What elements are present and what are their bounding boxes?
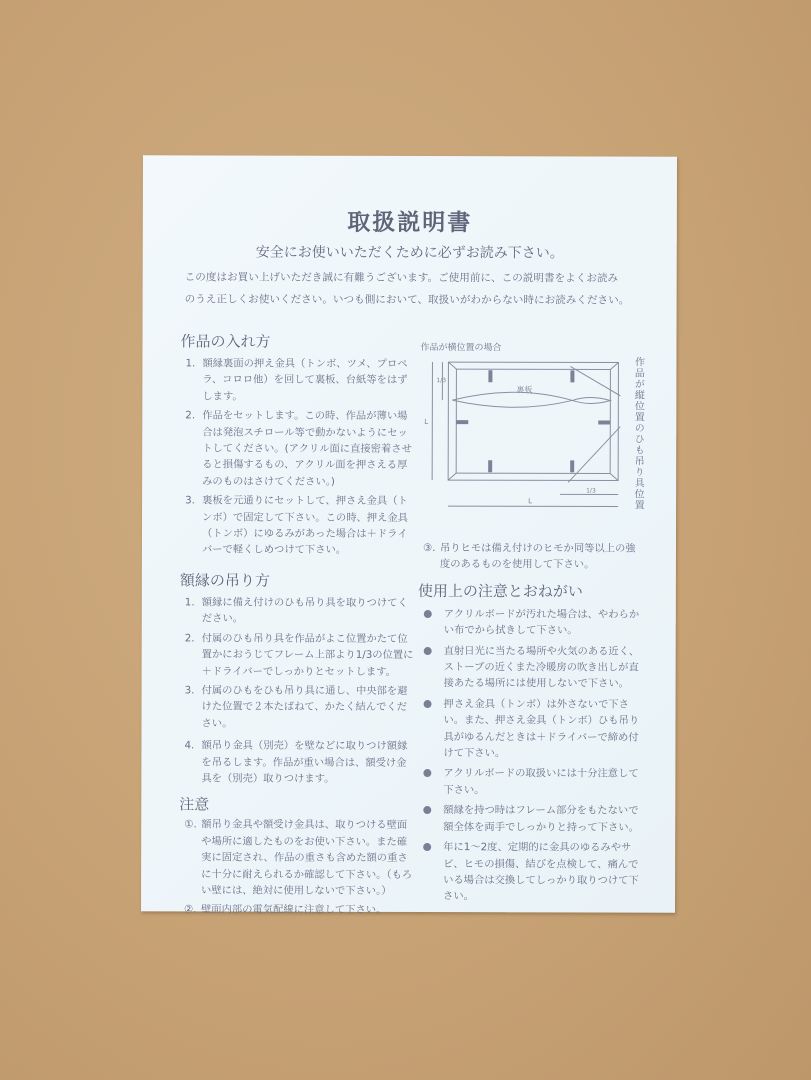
list-item: 2. 作品をセットします。この時、作品が薄い場合は発泡スチロール等で動かないようにセットしてください。(アクリル面に直接密着させると損傷するもの、アクリル面を押さえる厚みのものはさけてください。) xyxy=(185,409,412,488)
list-item: 3. 裏板を元通りにセットして、押さえ金具（トンボ）で固定して下さい。この時、押え金具（トンボ）にゆるみがあった場合は＋ドライバーで軽くしめつけて下さい。 xyxy=(185,494,408,557)
tonbo-clip xyxy=(456,420,468,424)
bullet-icon xyxy=(423,770,431,778)
bullet-item: アクリルボードの取扱いには十分注意して下さい。 xyxy=(417,765,643,798)
section-heading-usage: 使用上の注意とおねがい xyxy=(417,581,583,601)
bullet-item: 額縁を持つ時はフレーム部分をもたないで額全体を両手でしっかりと持って下さい。 xyxy=(417,802,643,835)
list-item: ①. 額吊り金具や額受け金具は、取りつける壁面や場所に適したものをお使い下さい。また確実に固定され、作品の重さも含めた額の重さに十分に耐えられるか確認して下さい。（もろい壁には、絶対に使用しないで下さい。） xyxy=(184,818,413,897)
bullet-item: 直射日光に当たる場所や火気のある近く、ストーブの近くまた冷暖房の吹き出しが直接あたる場所には使用しないで下さい。 xyxy=(418,643,644,693)
section-heading-caution: 注意 xyxy=(179,795,210,814)
section-heading-insert: 作品の入れ方 xyxy=(180,332,271,351)
vertical-note: 作品が縦位置のひも吊り具位置 xyxy=(632,356,644,511)
bullet-icon xyxy=(424,610,432,618)
list-item: ③. 吊りヒモは備え付けのヒモか同等以上の強度のあるものを使用して下さい。 xyxy=(422,542,636,571)
bullet-icon xyxy=(423,806,431,814)
frame-diagram xyxy=(420,352,620,513)
right-column xyxy=(417,540,644,909)
hanging-string xyxy=(452,392,610,407)
bullet-item: 押さえ金具（トンボ）は外さないで下さい。また、押さえ金具（トンボ）ひも吊り具がゆるんだときは＋ドライバーで締め付けて下さい。 xyxy=(417,696,643,762)
tonbo-clip xyxy=(598,420,610,424)
bullet-icon xyxy=(424,647,432,655)
bullet-item: 年に1～2度、定期的に金具のゆるみやサビ、ヒモの損傷、結びを点検して、痛んでいる場合は交換してしっかり取りつけて下さい。 xyxy=(417,839,643,905)
intro-line: この度はお買い上げいただき誠に有難うございます。ご使用前に、この説明書をよくお読み xyxy=(184,271,619,285)
document-subtitle: 安全にお使いいただくために必ずお読み下さい。 xyxy=(255,244,564,262)
dim-label: L xyxy=(424,418,429,427)
document-title: 取扱説明書 xyxy=(347,209,473,237)
bullet-item: アクリルボードが汚れた場合は、やわらかい布でから拭きして下さい。 xyxy=(418,606,644,639)
frame-inner xyxy=(456,369,610,473)
bullet-icon xyxy=(424,700,432,708)
list-item: 1. 額縁裏面の押え金具（トンボ、ツメ、プロペラ、コロロ他）を回して裏板、台紙等をはずします。 xyxy=(185,357,408,403)
back-label: 裏板 xyxy=(516,385,533,395)
list-item: ②. 壁面内部の電気配線に注意して下さい。 xyxy=(183,903,387,917)
bullet-icon xyxy=(423,843,431,851)
dim-label: L xyxy=(528,497,533,506)
tonbo-clip xyxy=(570,460,574,472)
list-item: 2. 付属のひも吊り具を作品がよこ位置かたて位置かにおうじてフレーム上部より1/3の位置に＋ドライバーでしっかりとセットします。 xyxy=(184,632,414,678)
list-item: 3. 付属のひもをひも吊り具に通し、中央部を避けた位置で２本たばねて、かたく結んでください。 xyxy=(184,684,408,730)
tonbo-clip xyxy=(488,460,492,472)
fraction-label: 1/3 xyxy=(586,487,596,495)
list-item: 4. 額吊り金具（別売）を壁などに取りつけ額縁を吊るします。作品が重い場合は、額受け金具を（別売）取りつけます。 xyxy=(184,739,408,785)
diagram-caption: 作品が横位置の場合 xyxy=(420,343,502,354)
intro-text xyxy=(185,266,645,311)
tonbo-clip xyxy=(488,370,492,382)
fraction-label: 1/3 xyxy=(436,377,447,385)
intro-line: のうえ正しくお使いください。いつも側において、取扱いがわからない時にお読みください。 xyxy=(184,293,630,307)
tonbo-clip xyxy=(570,370,574,382)
instruction-sheet xyxy=(141,155,677,917)
section-heading-hang: 額縁の吊り方 xyxy=(179,571,270,590)
list-item: 1. 額縁に備え付けのひも吊り具を取りつけてください。 xyxy=(184,596,408,625)
left-column xyxy=(179,331,417,921)
